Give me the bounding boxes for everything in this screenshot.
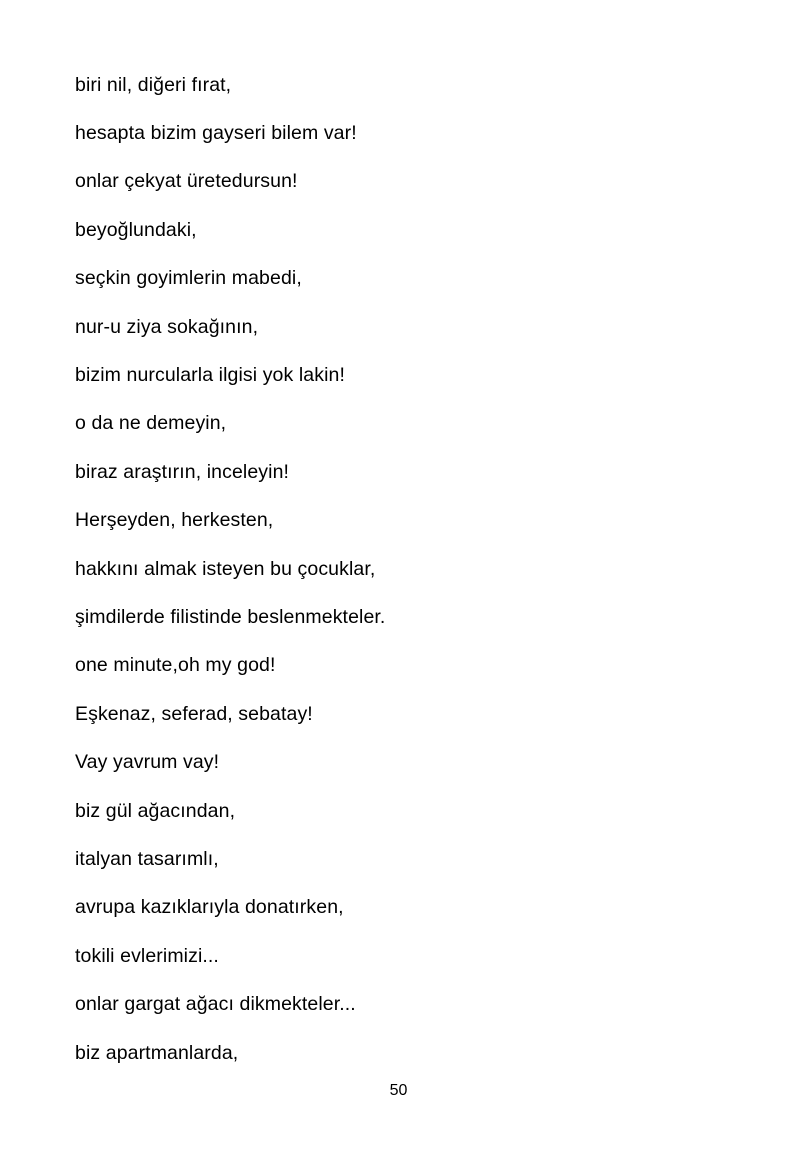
poem-line: onlar gargat ağacı dikmekteler... — [75, 993, 356, 1016]
poem-line: biri nil, diğeri fırat, — [75, 73, 232, 96]
poem-line: tokili evlerimizi... — [75, 944, 219, 967]
poem-line: şimdilerde filistinde beslenmekteler. — [75, 605, 386, 628]
page-number: 50 — [389, 1082, 408, 1099]
poem-line: onlar çekyat üretedursun! — [75, 170, 298, 193]
poem-line: beyoğlundaki, — [75, 218, 197, 241]
poem-line: one minute,oh my god! — [75, 654, 276, 677]
poem-line: Eşkenaz, seferad, sebatay! — [75, 702, 313, 725]
poem-line: biz gül ağacından, — [75, 799, 236, 822]
poem-line: hakkını almak isteyen bu çocuklar, — [75, 557, 376, 580]
poem-line: nur-u ziya sokağının, — [75, 315, 259, 338]
poem-line: biraz araştırın, inceleyin! — [75, 460, 290, 483]
poem-line: hesapta bizim gayseri bilem var! — [75, 122, 357, 145]
poem-line: Vay yavrum vay! — [75, 751, 220, 774]
poem-line: seçkin goyimlerin mabedi, — [75, 267, 302, 290]
poem-line: biz apartmanlarda, — [75, 1041, 239, 1064]
poem-line: bizim nurcularla ilgisi yok lakin! — [75, 364, 345, 387]
poem-line: avrupa kazıklarıyla donatırken, — [75, 896, 344, 919]
poem-line: italyan tasarımlı, — [75, 847, 219, 870]
poem-line: o da ne demeyin, — [75, 412, 227, 435]
poem-line: Herşeyden, herkesten, — [75, 509, 274, 532]
poem — [75, 61, 757, 1077]
